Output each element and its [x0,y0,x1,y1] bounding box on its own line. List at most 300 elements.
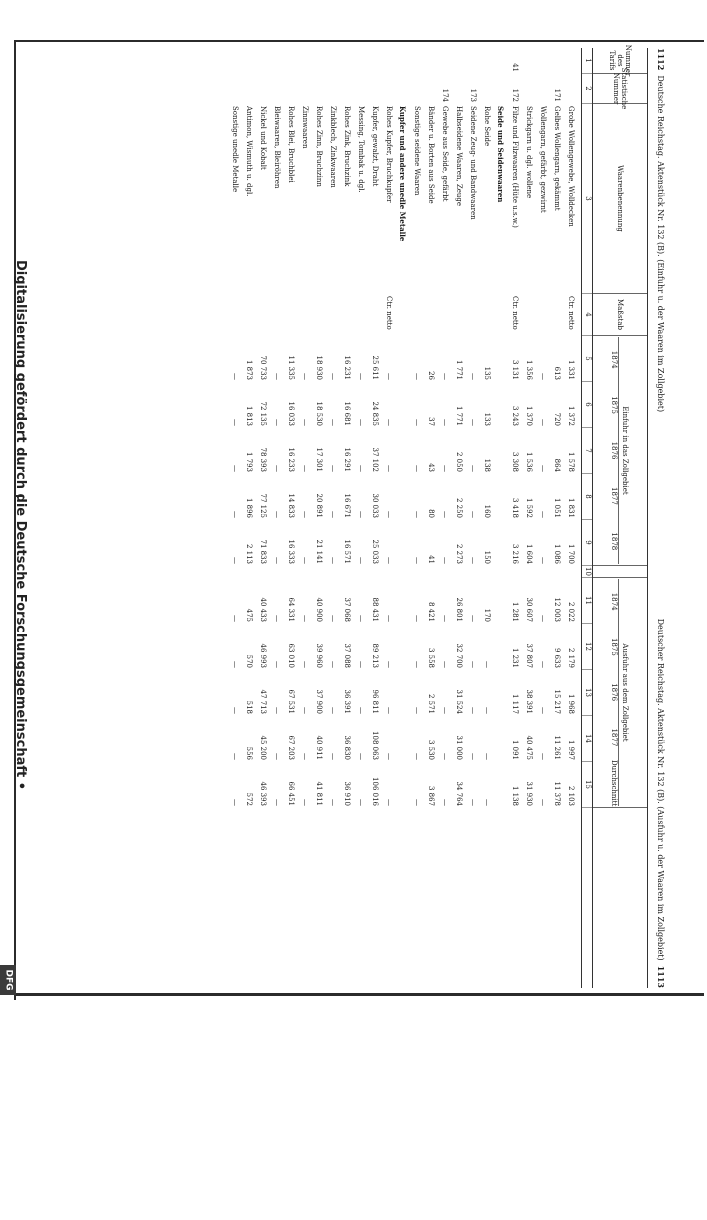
cell-value: 1 117 [511,693,519,714]
cell-description: Nickel und Kobalt [259,106,267,170]
cell-value: — [539,707,547,714]
cell-value: — [469,615,477,622]
table-row [242,48,256,988]
cell-value: — [539,511,547,518]
cell-value: 66 451 [287,781,295,806]
cell-value: — [385,557,393,564]
cell-value: — [301,511,309,518]
cell-value: 138 [483,458,491,472]
cell-value: 2 103 [567,785,575,806]
cell-value: 36 391 [343,689,351,714]
cell-value: — [539,419,547,426]
cell-value: 40 475 [525,735,533,760]
cell-value: 3 308 [511,451,519,472]
cell-description: Sonstige seidene Waaren [413,106,421,196]
cell-value: — [441,557,449,564]
cell-value: 30 033 [371,493,379,518]
cell-value: 1 592 [525,497,533,518]
table-row [480,48,494,988]
column-number-row [581,48,592,988]
cell-value: 2 113 [245,543,253,564]
cell-unit: Ctr. netto [385,296,393,330]
cell-value: 3 530 [427,739,435,760]
cell-value: — [357,373,365,380]
cell-value: 34 764 [455,781,463,806]
cell-value: 3 216 [511,543,519,564]
cell-value: 78 393 [259,447,267,472]
col-header-desc: Waarenbenennung [593,104,647,294]
rotated-table [70,44,670,988]
cell-value: — [329,465,337,472]
cell-value: 864 [553,458,561,472]
cell-value: — [357,707,365,714]
cell-value: — [231,661,239,668]
cell-value: 572 [245,792,253,806]
cell-value: 1 051 [553,497,561,518]
cell-value: — [413,707,421,714]
cell-value: — [469,753,477,760]
column-number: 4 [582,294,592,336]
cell-value: 1 138 [511,785,519,806]
cell-value: — [483,799,491,806]
cell-value: — [385,799,393,806]
cell-value: — [539,373,547,380]
cell-value: 41 [427,555,435,564]
col-year: 1874 [610,350,619,369]
cell-value: — [273,661,281,668]
cell-description: Seidene Zeug- und Bandwaaren [469,106,477,220]
cell-description: Rohe Seide [483,106,491,147]
cell-value: — [441,615,449,622]
cell-value: 36 910 [343,781,351,806]
cell-unit: Ctr. netto [511,296,519,330]
cell-value: 475 [245,608,253,622]
table-row [438,48,452,988]
table-row [522,48,536,988]
cell-value: 135 [483,366,491,380]
col-group-einfuhr-label: Einfuhr in das Zollgebiet [619,337,630,564]
col-year: 1877 [610,728,619,747]
cell-value: — [273,615,281,622]
cell-value: — [231,799,239,806]
cell-value: 3 131 [511,359,519,380]
table-row [564,48,578,988]
cell-value: 37 102 [371,447,379,472]
cell-value: 720 [553,412,561,426]
cell-value: — [413,465,421,472]
cell-value: 1 813 [245,405,253,426]
title-left: Deutsche Reichstag. Aktenstück Nr. 132 (B). (Einfuhr u. der Waaren im Zollgebiet) [656,75,665,413]
cell-value: 518 [245,700,253,714]
cell-value: 30 607 [525,597,533,622]
column-number: 2 [582,74,592,104]
cell-value: — [301,557,309,564]
table-row [312,48,326,988]
cell-value: 38 391 [525,689,533,714]
cell-value: 31 930 [525,781,533,806]
column-number: 9 [582,520,592,566]
cell-value: — [469,465,477,472]
cell-description: Gewebe aus Seide, gefärbt [441,106,449,202]
cell-description: Kupfer und andere unedle Metalle [398,106,408,242]
cell-value: 26 801 [455,597,463,622]
cell-value: — [329,511,337,518]
cell-value: 37 900 [315,689,323,714]
cell-value: 556 [245,746,253,760]
cell-description: Filze und Filzwaaren (Hüte u.s.w.) [511,106,519,228]
cell-value: — [469,707,477,714]
cell-stat-nr: 172 [511,88,519,102]
page-number-right: 1113 [656,965,666,988]
cell-value: — [231,615,239,622]
cell-value: — [231,557,239,564]
cell-value: — [329,707,337,714]
cell-value: 18 530 [315,401,323,426]
column-number: 13 [582,670,592,716]
cell-value: — [539,799,547,806]
col-year: 1875 [610,396,619,415]
cell-value: — [231,753,239,760]
cell-value: — [273,373,281,380]
cell-value: — [357,419,365,426]
cell-value: 1 091 [511,739,519,760]
running-head-left [652,48,666,412]
col-group-ausfuhr-label: Ausfuhr aus dem Zollgebiet [619,579,630,806]
cell-value: 8 421 [427,601,435,622]
col-header-unit: Maßstab [593,294,647,336]
cell-value: — [413,661,421,668]
cell-value: 37 068 [343,597,351,622]
cell-description: Kupfer, gewalzt, Draht [371,106,379,187]
cell-value: — [329,419,337,426]
cell-value: 45 200 [259,735,267,760]
cell-value: 88 431 [371,597,379,622]
cell-description: Halbseidene Waaren, Zeuge [455,106,463,206]
cell-value: 37 [427,417,435,426]
cell-value: 2 050 [455,451,463,472]
cell-value: — [413,615,421,622]
cell-value: — [483,661,491,668]
cell-value: — [441,799,449,806]
cell-description: Grobe Wollengewebe, Wolldecken [567,106,575,227]
cell-value: 70 733 [259,355,267,380]
cell-value: 40 911 [315,735,323,760]
page-number-left: 1112 [656,48,666,71]
column-number: 10 [582,566,592,578]
cell-value: 1 968 [567,693,575,714]
cell-value: 3 418 [511,497,519,518]
cell-description: Strickgarn u. dgl. wollene [525,106,533,199]
cell-tariff-nr: 41 [511,63,519,72]
table-row [452,48,466,988]
cell-value: 2 022 [567,601,575,622]
col-years-ausfuhr [611,579,619,806]
cell-value: 11 335 [287,355,295,380]
cell-value: 16 233 [287,447,295,472]
cell-value: 16 033 [287,401,295,426]
cell-value: — [469,419,477,426]
cell-value: — [385,753,393,760]
cell-value: 2 179 [567,647,575,668]
col-year: 1878 [610,532,619,551]
column-number: 15 [582,762,592,808]
cell-description: Sonstige unedle Metalle [231,106,239,193]
cell-value: — [357,661,365,668]
cell-value: 1 831 [567,497,575,518]
col-year: 1875 [610,637,619,656]
col-separator [593,566,647,578]
cell-value: 106 016 [371,777,379,806]
cell-value: — [273,511,281,518]
cell-value: 40 433 [259,597,267,622]
cell-value: 12 003 [553,597,561,622]
cell-value: — [413,511,421,518]
cell-value: — [413,799,421,806]
column-number: 12 [582,624,592,670]
cell-value: 1 578 [567,451,575,472]
table-header [592,44,648,988]
cell-value: 1 700 [567,543,575,564]
column-number: 5 [582,336,592,382]
column-number: 11 [582,578,592,624]
cell-value: 63 010 [287,643,295,668]
cell-value: 36 830 [343,735,351,760]
cell-value: — [469,661,477,668]
cell-value: 72 135 [259,401,267,426]
cell-value: — [357,511,365,518]
cell-value: — [273,707,281,714]
column-number: 14 [582,716,592,762]
cell-value: 3 558 [427,647,435,668]
cell-value: 133 [483,412,491,426]
cell-description: Zinkblech, Zinkwaaren [329,106,337,188]
cell-value: — [329,615,337,622]
cell-value: — [231,465,239,472]
cell-value: — [469,799,477,806]
table-row [326,48,340,988]
cell-value: — [441,419,449,426]
cell-description: Rohes Blei, Bruchblei [287,106,295,183]
cell-stat-nr: 171 [553,88,561,102]
cell-value: 150 [483,550,491,564]
cell-value: — [231,707,239,714]
cell-value: 1 331 [567,359,575,380]
cell-description: Zinnwaaren [301,106,309,149]
cell-value: 80 [427,509,435,518]
cell-description: Rohes Zinn, Bruchzinn [315,106,323,187]
cell-value: 9 633 [553,647,561,668]
cell-value: 1 771 [455,405,463,426]
table-row [284,48,298,988]
cell-value: 16 333 [287,539,295,564]
funding-note: Digitalisierung gefördert durch die Deutsche Forschungsgemeinschaft • [13,260,28,791]
cell-value: 89 213 [371,643,379,668]
cell-value: — [385,615,393,622]
cell-value: — [329,557,337,564]
cell-value: 3 867 [427,785,435,806]
column-number: 6 [582,382,592,428]
cell-value: — [357,615,365,622]
cell-value: 613 [553,366,561,380]
cell-value: — [301,799,309,806]
cell-value: 2 250 [455,497,463,518]
cell-value: 16 671 [343,493,351,518]
cell-value: — [357,799,365,806]
cell-value: 11 261 [553,735,561,760]
cell-value: — [357,465,365,472]
cell-description: Gelbes Wollengarn, gekämmt [553,106,561,211]
cell-value: — [469,557,477,564]
cell-value: — [301,661,309,668]
cell-description: Wollengarn, gefärbt, gezwirnt [539,106,547,213]
cell-value: 18 930 [315,355,323,380]
table-row [508,48,522,988]
cell-stat-nr: 174 [441,88,449,102]
cell-value: — [413,753,421,760]
cell-value: 1 231 [511,647,519,668]
cell-value: — [329,753,337,760]
cell-value: 2 273 [455,543,463,564]
cell-value: — [231,373,239,380]
dfg-logo [0,965,16,995]
cell-value: 24 835 [371,401,379,426]
table-row [340,48,354,988]
cell-value: 15 217 [553,689,561,714]
cell-value: — [441,465,449,472]
cell-value: — [385,373,393,380]
cell-value: — [385,511,393,518]
cell-value: 1 873 [245,359,253,380]
cell-value: 570 [245,654,253,668]
cell-value: 108 063 [371,731,379,760]
cell-value: 71 833 [259,539,267,564]
cell-value: 41 811 [315,781,323,806]
cell-value: 1 356 [525,359,533,380]
cell-value: 67 531 [287,689,295,714]
cell-value: 40 900 [315,597,323,622]
table-row [270,48,284,988]
running-head-right [652,619,666,988]
cell-value: — [329,799,337,806]
cell-value: 64 331 [287,597,295,622]
table-row [368,48,382,988]
cell-value: — [441,661,449,668]
col-year: 1874 [610,592,619,611]
cell-value: — [357,753,365,760]
column-number: 7 [582,428,592,474]
col-year: 1877 [610,487,619,505]
cell-value: 1 771 [455,359,463,380]
table-row [228,48,242,988]
cell-value: 1 536 [525,451,533,472]
cell-description: Rohes Zink, Bruchzink [343,106,351,187]
table-row [354,48,368,988]
cell-value: 16 571 [343,539,351,564]
table-row [382,48,396,988]
cell-value: — [539,753,547,760]
cell-value: — [441,707,449,714]
col-years-einfuhr [611,337,619,564]
cell-stat-nr: 173 [469,88,477,102]
cell-value: 20 891 [315,493,323,518]
cell-value: — [539,465,547,472]
cell-value: — [385,661,393,668]
cell-value: 47 713 [259,689,267,714]
title-right: Deutscher Reichstag. Aktenstück Nr. 132 (B). (Ausfuhr u. der Waaren im Zollgebiet) [656,618,665,961]
cell-description: Rohes Kupfer, Bruchkupfer [385,106,393,203]
cell-value: 160 [483,504,491,518]
cell-value: — [273,753,281,760]
cell-value: — [385,465,393,472]
cell-value: 14 833 [287,493,295,518]
page-border-bottom [14,993,704,996]
page-border-top [14,40,704,42]
cell-value: 1 896 [245,497,253,518]
cell-value: 170 [483,608,491,622]
cell-value: 1 604 [525,543,533,564]
cell-value: — [301,419,309,426]
cell-value: — [231,419,239,426]
cell-value: — [441,373,449,380]
col-header-stat: Statistische Nummer [593,74,647,104]
cell-value: — [357,557,365,564]
table-row [410,48,424,988]
cell-value: — [539,661,547,668]
cell-value: 1 281 [511,601,519,622]
cell-value: 17 301 [315,447,323,472]
cell-value: 3 243 [511,405,519,426]
cell-value: — [539,557,547,564]
cell-value: 16 291 [343,447,351,472]
table-row [256,48,270,988]
cell-value: — [301,373,309,380]
cell-value: — [273,557,281,564]
cell-value: — [385,419,393,426]
section-heading-row [396,48,410,988]
cell-value: — [483,753,491,760]
cell-description: Antimon, Wismuth u. dgl. [245,106,253,197]
table-row [536,48,550,988]
cell-value: — [301,615,309,622]
cell-value: 46 393 [259,781,267,806]
column-number: 3 [582,104,592,294]
running-head [652,48,666,988]
cell-value: 46 993 [259,643,267,668]
column-number: 8 [582,474,592,520]
cell-value: — [413,373,421,380]
cell-value: — [469,373,477,380]
cell-value: 32 700 [455,643,463,668]
cell-description: Seide und Seidenwaaren [496,106,506,203]
cell-value: 31 524 [455,689,463,714]
col-year: 1876 [610,441,619,460]
cell-value: 25 611 [371,355,379,380]
cell-value: 39 960 [315,643,323,668]
cell-description: Bleiwaaren, Bleiröhren [273,106,281,189]
cell-value: — [329,373,337,380]
col-year: 1876 [610,683,619,702]
cell-value: — [329,661,337,668]
col-group-ausfuhr [593,578,647,808]
cell-value: — [539,615,547,622]
dfg-logo-text: DFG [3,969,14,991]
cell-unit: Ctr. netto [567,296,575,330]
cell-value: 11 378 [553,781,561,806]
cell-value: 1 372 [567,405,575,426]
cell-value: — [301,707,309,714]
cell-value: 21 141 [315,539,323,564]
cell-value: 31 000 [455,735,463,760]
